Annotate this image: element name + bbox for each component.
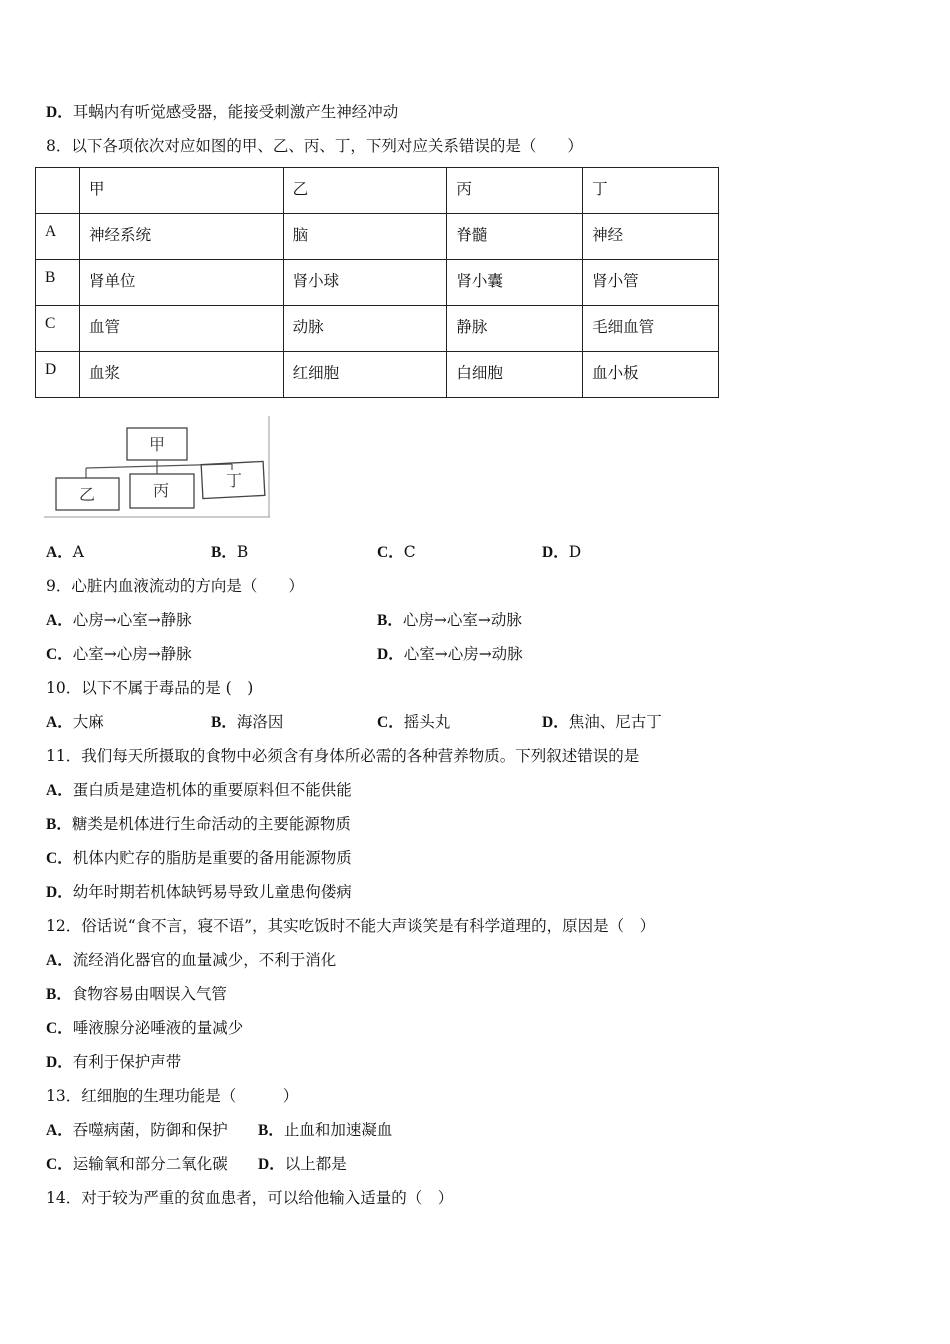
q9-option-d[interactable] — [377, 644, 523, 665]
table-cell: C — [36, 306, 80, 352]
table-row — [36, 306, 719, 352]
q13-option-a[interactable] — [46, 1120, 228, 1141]
table-cell: 动脉 — [283, 306, 447, 352]
option-text: C — [403, 543, 416, 561]
question-12: 12．俗话说“食不言，寝不语”，其实吃饭时不能大声谈笑是有科学道理的，原因是（ ） — [46, 917, 656, 935]
option-text: 运输氧和部分二氧化碳 — [72, 1155, 228, 1173]
option-text: 心室→心房→静脉 — [72, 645, 192, 663]
option-text: 食物容易由咽误入气管 — [71, 985, 227, 1003]
option-text: 心室→心房→动脉 — [403, 645, 523, 663]
table-cell: 血管 — [79, 306, 283, 352]
option-label: B． — [211, 714, 237, 731]
table-cell: 血小板 — [583, 352, 719, 398]
diagram-label-right: 丁 — [225, 471, 243, 490]
option-text: 海洛因 — [236, 713, 284, 731]
option-label: A． — [46, 1122, 73, 1139]
table-cell: 肾小球 — [283, 260, 447, 306]
table-cell: B — [36, 260, 80, 306]
question-8: 8．以下各项依次对应如图的甲、乙、丙、丁，下列对应关系错误的是（ ） — [46, 137, 583, 155]
table-cell: 静脉 — [447, 306, 583, 352]
question-13: 13．红细胞的生理功能是（ ） — [46, 1087, 299, 1105]
option-label: D． — [377, 646, 404, 663]
q7-option-d — [46, 102, 398, 123]
diagram-label-left: 乙 — [78, 485, 96, 504]
option-label: A． — [46, 544, 73, 561]
table-cell: 脑 — [283, 214, 447, 260]
option-text: 流经消化器官的血量减少，不利于消化 — [72, 951, 337, 969]
option-label: C． — [46, 1156, 73, 1173]
table-row — [36, 260, 719, 306]
option-label: A． — [46, 782, 73, 799]
q10-option-d[interactable] — [542, 712, 662, 733]
option-text: 止血和加速凝血 — [283, 1121, 393, 1139]
option-label: D． — [46, 884, 73, 901]
q9-option-c[interactable] — [46, 644, 192, 665]
option-label: B． — [211, 544, 237, 561]
table-row — [36, 214, 719, 260]
option-label: B． — [377, 612, 403, 629]
option-label: B． — [46, 986, 72, 1003]
q11-option-c[interactable] — [46, 848, 352, 869]
option-label: A． — [46, 714, 73, 731]
table-cell: 白细胞 — [447, 352, 583, 398]
table-cell: 甲 — [79, 168, 283, 214]
q8-table — [35, 167, 719, 398]
q8-option-c[interactable] — [377, 542, 416, 563]
q12-option-c[interactable] — [46, 1018, 243, 1039]
option-text: A — [72, 543, 84, 561]
table-cell: A — [36, 214, 80, 260]
option-text: 焦油、尼古丁 — [568, 713, 662, 731]
q9-option-b[interactable] — [377, 610, 522, 631]
table-cell — [36, 168, 80, 214]
option-text: 幼年时期若机体缺钙易导致儿童患佝偻病 — [72, 883, 352, 901]
option-label: C． — [46, 646, 73, 663]
table-cell: 神经系统 — [79, 214, 283, 260]
option-text: 摇头丸 — [403, 713, 451, 731]
table-cell: 肾小管 — [583, 260, 719, 306]
table-cell: 肾单位 — [79, 260, 283, 306]
option-label: D． — [258, 1156, 285, 1173]
question-11: 11．我们每天所摄取的食物中必须含有身体所必需的各种营养物质。下列叙述错误的是 — [46, 747, 640, 765]
option-label: C． — [377, 714, 404, 731]
table-cell: 肾小囊 — [447, 260, 583, 306]
option-label: D． — [46, 104, 73, 121]
option-label: D． — [542, 714, 569, 731]
q12-option-a[interactable] — [46, 950, 336, 971]
q10-option-a[interactable] — [46, 712, 104, 733]
option-text: 蛋白质是建造机体的重要原料但不能供能 — [72, 781, 352, 799]
option-text: B — [236, 543, 249, 561]
q12-option-d[interactable] — [46, 1052, 181, 1073]
table-cell: 毛细血管 — [583, 306, 719, 352]
option-text: 机体内贮存的脂肪是重要的备用能源物质 — [72, 849, 352, 867]
q11-option-d[interactable] — [46, 882, 352, 903]
q8-option-d[interactable] — [542, 542, 581, 563]
table-cell: D — [36, 352, 80, 398]
option-text: 有利于保护声带 — [72, 1053, 182, 1071]
option-text: D — [568, 543, 582, 561]
option-text: 以上都是 — [284, 1155, 347, 1173]
option-text: 心房→心室→静脉 — [72, 611, 192, 629]
table-cell: 乙 — [283, 168, 447, 214]
q8-option-b[interactable] — [211, 542, 248, 563]
table-header-row — [36, 168, 719, 214]
question-9: 9．心脏内血液流动的方向是（ ） — [46, 577, 304, 595]
q10-option-b[interactable] — [211, 712, 283, 733]
table-cell: 红细胞 — [283, 352, 447, 398]
q11-option-a[interactable] — [46, 780, 352, 801]
table-cell: 丁 — [583, 168, 719, 214]
question-10: 10．以下不属于毒品的是 ( ) — [46, 679, 254, 697]
option-label: C． — [46, 1020, 73, 1037]
option-text: 心房→心室→动脉 — [402, 611, 522, 629]
option-label: B． — [258, 1122, 284, 1139]
option-label: A． — [46, 952, 73, 969]
q8-option-a[interactable] — [46, 542, 84, 563]
option-text: 大麻 — [72, 713, 104, 731]
table-cell: 丙 — [447, 168, 583, 214]
hierarchy-diagram — [44, 416, 272, 520]
option-label: C． — [377, 544, 404, 561]
option-label: A． — [46, 612, 73, 629]
q13-option-d[interactable] — [258, 1154, 347, 1175]
table-row — [36, 352, 719, 398]
q13-option-c[interactable] — [46, 1154, 228, 1175]
option-text: 唾液腺分泌唾液的量减少 — [72, 1019, 244, 1037]
option-text: 糖类是机体进行生命活动的主要能源物质 — [71, 815, 351, 833]
q10-option-c[interactable] — [377, 712, 450, 733]
table-cell: 脊髓 — [447, 214, 583, 260]
diagram-label-top: 甲 — [148, 435, 166, 454]
q13-option-b[interactable] — [258, 1120, 392, 1141]
q12-option-b[interactable] — [46, 984, 227, 1005]
option-text: 吞噬病菌，防御和保护 — [72, 1121, 228, 1139]
option-label: D． — [46, 1054, 73, 1071]
option-label: B． — [46, 816, 72, 833]
diagram-label-middle: 丙 — [152, 481, 170, 500]
table-cell: 神经 — [583, 214, 719, 260]
q11-option-b[interactable] — [46, 814, 351, 835]
option-text: 耳蜗内有听觉感受器，能接受刺激产生神经冲动 — [72, 103, 399, 121]
q9-option-a[interactable] — [46, 610, 192, 631]
table-cell: 血浆 — [79, 352, 283, 398]
question-14: 14．对于较为严重的贫血患者，可以给他输入适量的（ ） — [46, 1189, 454, 1207]
option-label: C． — [46, 850, 73, 867]
option-label: D． — [542, 544, 569, 561]
